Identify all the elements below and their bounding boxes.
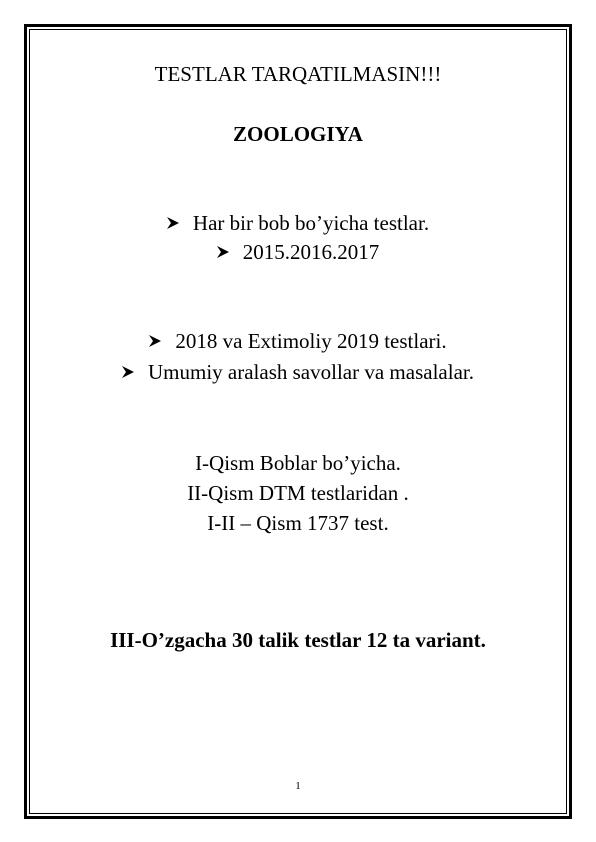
bullet-text: Umumiy aralash savollar va masalalar. — [148, 360, 474, 384]
variant-line: III-O’zgacha 30 talik testlar 12 ta variant. — [110, 628, 486, 652]
bullet-item — [0, 328, 596, 354]
arrow-bullet-icon — [122, 366, 134, 378]
part-line: I-Qism Boblar bo’yicha. — [195, 451, 401, 475]
part-line: I-II – Qism 1737 test. — [207, 511, 389, 535]
arrow-bullet-icon — [149, 335, 161, 347]
bullet-text: 2018 va Extimoliy 2019 testlari. — [175, 329, 447, 353]
bullet-text: 2015.2016.2017 — [242, 240, 380, 264]
bullet-item — [0, 359, 596, 385]
subject-title: ZOOLOGIYA — [233, 122, 363, 146]
arrow-bullet-icon — [167, 217, 179, 229]
bullet-item — [0, 239, 596, 265]
page-number: 1 — [295, 780, 301, 792]
bullet-item — [0, 210, 596, 236]
header-title: TESTLAR TARQATILMASIN!!! — [154, 62, 442, 86]
arrow-bullet-icon — [217, 246, 229, 258]
part-line: II-Qism DTM testlaridan . — [187, 481, 409, 505]
bullet-text: Har bir bob bo’yicha testlar. — [192, 211, 430, 235]
